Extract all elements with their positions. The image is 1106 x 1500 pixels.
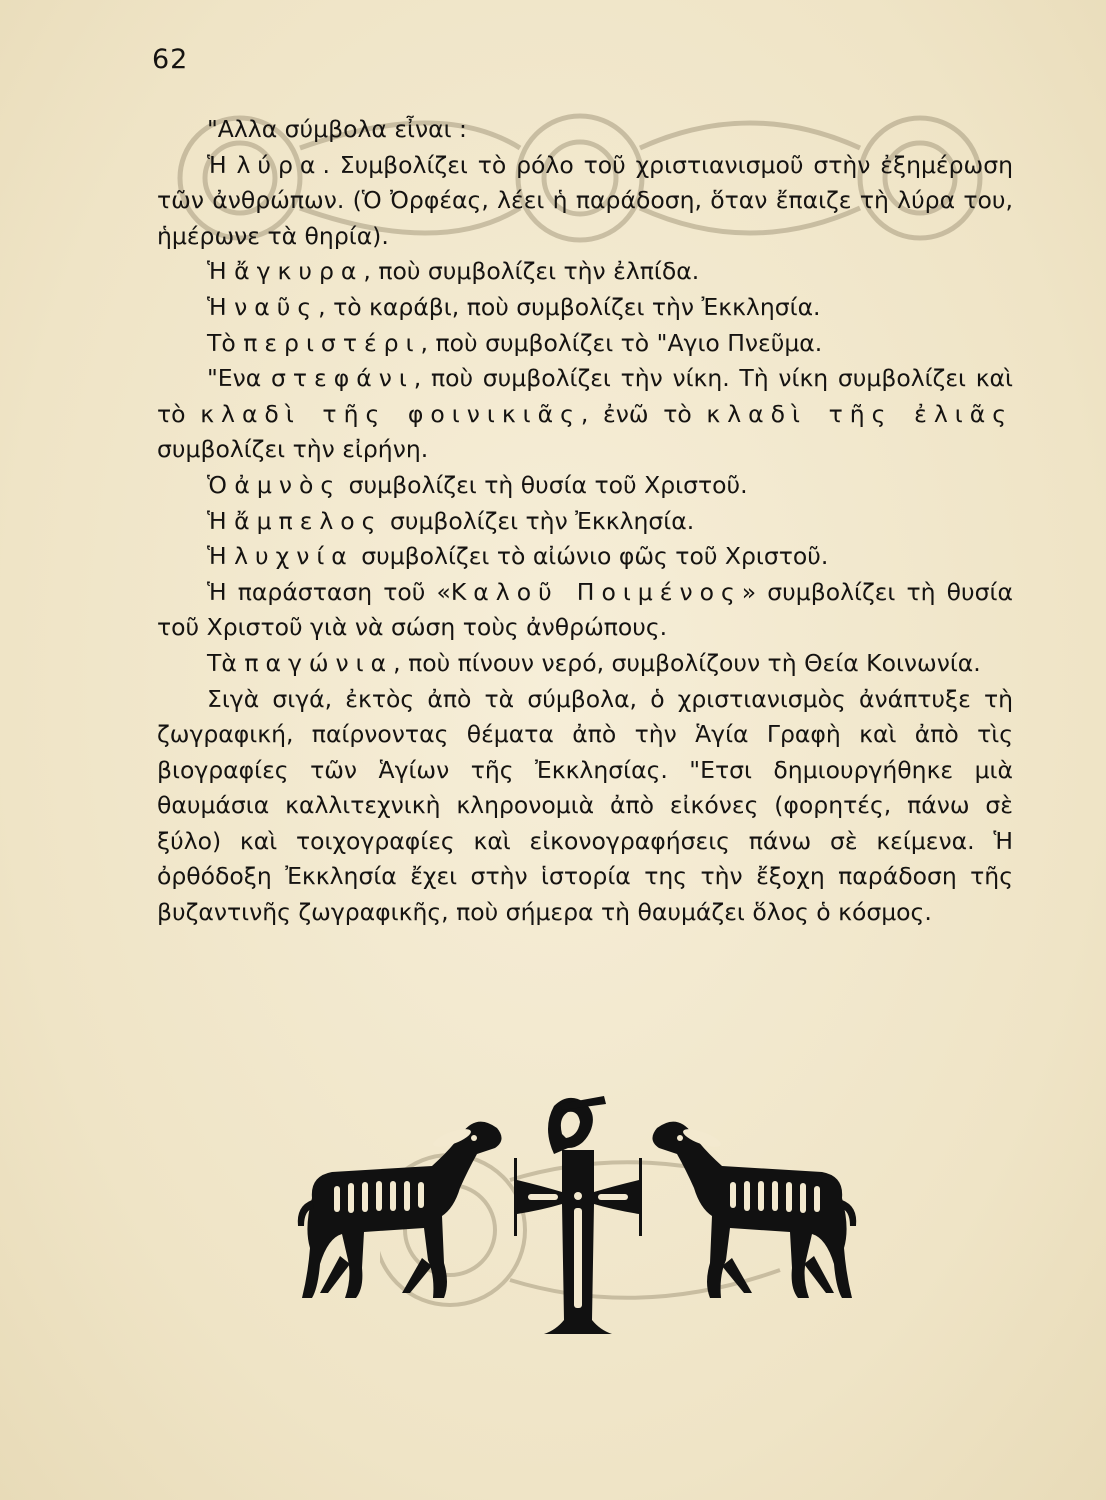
spaced-term: ἄμπελος — [234, 506, 383, 535]
paragraph-good-shepherd — [157, 575, 1013, 646]
spaced-term: παγώνια — [244, 648, 394, 677]
paragraph-dove — [157, 326, 1013, 362]
text-run: , ποὺ συμβολίζει τὴν ἐλπίδα. — [363, 257, 700, 286]
text-run: Ὁ — [207, 470, 235, 499]
paragraph-lampstand — [157, 539, 1013, 575]
body-text — [157, 112, 1013, 931]
spaced-term: ναῦς — [234, 292, 319, 321]
spaced-term: ἄγκυρα — [234, 257, 364, 286]
lambs-and-cross-illustration — [292, 1088, 862, 1348]
text-run: Ἡ — [207, 150, 237, 179]
paragraph-byzantine-painting: Σιγὰ σιγά, ἐκτὸς ἀπὸ τὰ σύμβολα, ὁ χριστιανισμὸς ἀνάπτυξε τὴ ζωγραφική, παίρνοντας θέματα ἀπὸ τὴν Ἁγία Γραφὴ καὶ ἀπὸ τὶς βιογραφίες τῶν Ἁγίων τῆς Ἐκκλησίας. "Ετσι δημιουργήθηκε μιὰ θαυμάσια καλλιτεχνικὴ κληρονομιὰ ἀπὸ εἰκόνες (φορητές, πάνω σὲ ξύλο) καὶ τοιχογραφίες καὶ εἰκονογραφήσεις πάνω σὲ κείμενα. Ἡ ὀρθόδοξη Ἐκκλησία ἔχει στὴν ἱστορία της τὴν ἔξοχη παράδοση τῆς βυζαντινῆς ζωγραφικῆς, ποὺ σήμερα τὴ θαυμάζει ὅλος ὁ κόσμος. — [157, 684, 1013, 927]
text-run: συμβολίζει τὴν εἰρήνη. — [157, 435, 429, 464]
text-run: συμβολίζει τὴν Ἐκκλησία. — [382, 506, 695, 535]
spaced-term: ἀμνὸς — [234, 470, 342, 499]
spaced-term: κλαδὶ τῆς φοινικιᾶς — [200, 399, 581, 428]
text-run: "Ενα — [207, 364, 271, 393]
text-run: , τὸ καράβι, ποὺ συμβολίζει τὴν Ἐκκλησία. — [318, 292, 821, 321]
spaced-term: Καλοῦ Ποιμένος — [450, 577, 742, 606]
paragraph-peacocks — [157, 646, 1013, 682]
paragraph-ship — [157, 290, 1013, 326]
text-run: » συμβολίζει τὴ θυσία τοῦ Χριστοῦ γιὰ νὰ σώση τοὺς ἀνθρώπους. — [157, 577, 1013, 642]
text-run: Ἡ παράσταση τοῦ « — [207, 577, 451, 606]
page-number: 62 — [152, 44, 189, 75]
spaced-term: κλαδὶ τῆς ἐλιᾶς — [706, 399, 1013, 428]
text-run: Ἡ — [207, 257, 235, 286]
spaced-term: στεφάνι — [270, 364, 414, 393]
lambs-and-cross-drawing — [292, 1088, 862, 1348]
paragraph-lamb — [157, 468, 1013, 504]
text-run: Τὰ — [207, 648, 245, 677]
text-run: , ποὺ συμβολίζει τὴν νίκη. Τὴ νίκη συμβολίζει καὶ τὸ — [157, 364, 1013, 428]
text-run: Τὸ — [207, 328, 244, 357]
text-run: Ἡ — [207, 542, 235, 571]
text-run: Ἡ — [207, 506, 235, 535]
spaced-term: λύρα — [236, 150, 323, 179]
paragraph-vine — [157, 504, 1013, 540]
paragraph-lyre — [157, 148, 1013, 255]
text-run: , ποὺ συμβολίζει τὸ "Αγιο Πνεῦμα. — [420, 328, 823, 357]
paragraph-wreath — [157, 361, 1013, 468]
left-lamb-icon — [298, 1122, 502, 1298]
spaced-term: λυχνία — [234, 542, 354, 571]
paragraph-anchor — [157, 254, 1013, 290]
cross-icon — [514, 1096, 642, 1334]
spaced-term: περιστέρι — [243, 328, 421, 357]
text-run: , ποὺ πίνουν νερό, συμβολίζουν τὴ Θεία Κοινωνία. — [393, 648, 981, 677]
text-run: . Συμβολίζει τὸ ρόλο τοῦ χριστιανισμοῦ στὴν ἐξημέρωση τῶν ἀνθρώπων. (Ὁ Ὀρφέας, λέει ἡ παράδοση, ὅταν ἔπαιζε τὴ λύρα του, ἡμέρωνε τὰ θηρία). — [157, 150, 1013, 250]
text-run: Ἡ — [207, 292, 235, 321]
text-run: , ἐνῶ τὸ — [580, 399, 707, 428]
paragraph-intro: "Αλλα σύμβολα εἶναι : — [207, 115, 467, 143]
text-run: συμβολίζει τὴ θυσία τοῦ Χριστοῦ. — [341, 470, 748, 499]
right-lamb-icon — [652, 1122, 856, 1298]
text-run: συμβολίζει τὸ αἰώνιο φῶς τοῦ Χριστοῦ. — [353, 542, 829, 571]
